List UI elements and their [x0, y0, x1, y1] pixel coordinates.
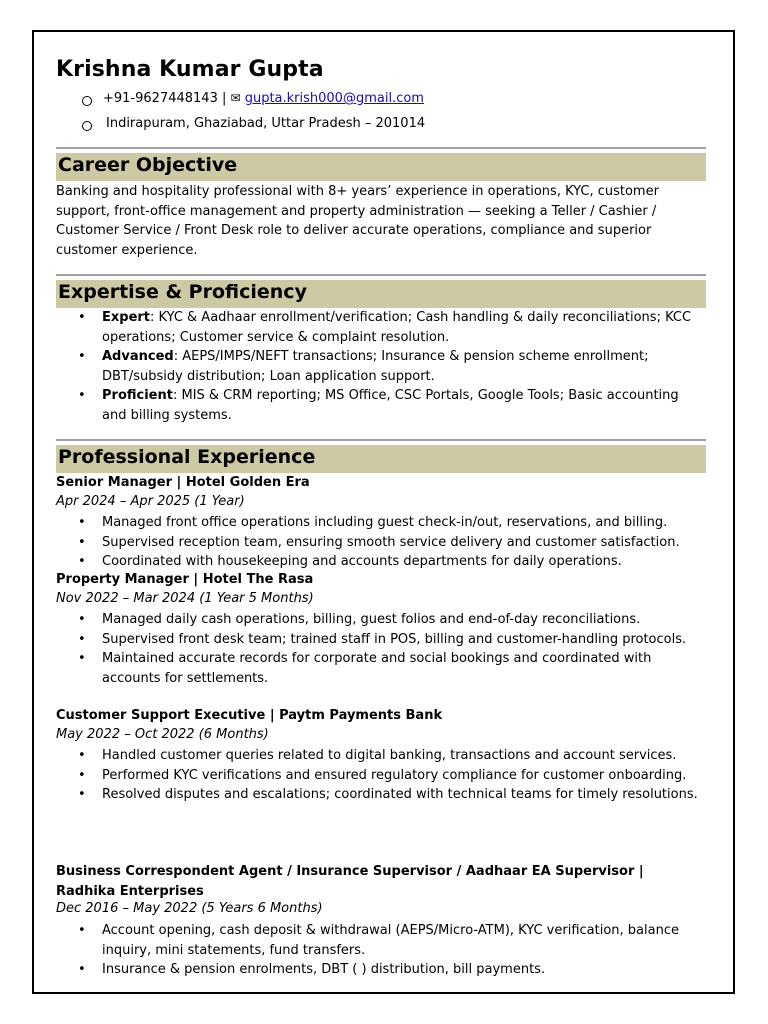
email-link[interactable]: gupta.krish000@gmail.com	[244, 91, 424, 106]
section-divider	[56, 274, 706, 276]
list-item: • Supervised front desk team; trained staff in POS, billing and customer-handling protocols.	[56, 630, 706, 650]
skill-text: : AEPS/IMPS/NEFT transactions; Insurance & pension scheme enrollment; DBT/subsidy distribution; Loan application support.	[102, 349, 649, 384]
list-item: • Maintained accurate records for corporate and social bookings and coordinated with accounts for settlements.	[56, 649, 706, 688]
skill-level: Advanced	[102, 349, 174, 365]
job-bullets	[56, 746, 706, 805]
list-item: • Performed KYC verifications and ensured regulatory compliance for customer onboarding.	[56, 766, 706, 786]
job-title: Customer Support Executive | Paytm Payments Bank	[56, 708, 443, 723]
job-title: Business Correspondent Agent / Insurance Supervisor / Aadhaar EA Supervisor | Radhika Enterprises	[56, 864, 644, 899]
list-item	[56, 347, 706, 386]
job-bullets	[56, 513, 706, 572]
list-item	[56, 308, 706, 347]
section-title: Expertise & Proficiency	[58, 281, 307, 303]
section-header-experience	[56, 445, 706, 473]
list-item	[56, 386, 706, 425]
phone-number: +91-9627448143 |	[103, 91, 227, 106]
bullet-circle-icon	[82, 121, 92, 131]
job-dates: Apr 2024 – Apr 2025 (1 Year)	[56, 494, 245, 509]
list-item: • Resolved disputes and escalations; coordinated with technical teams for timely resolutions.	[56, 785, 706, 805]
list-item: • Account opening, cash deposit & withdrawal (AEPS/Micro-ATM), KYC verification, balance inquiry, mini statements, fund transfers.	[56, 921, 706, 960]
list-item: • Insurance & pension enrolments, DBT ( ) distribution, bill payments.	[56, 960, 706, 980]
job-title: Property Manager | Hotel The Rasa	[56, 572, 314, 587]
skill-text: : MIS & CRM reporting; MS Office, CSC Portals, Google Tools; Basic accounting and billing systems.	[102, 388, 679, 423]
job-bullets	[56, 921, 706, 980]
section-header-expertise	[56, 280, 706, 308]
section-header-career	[56, 153, 706, 181]
section-title: Career Objective	[58, 154, 238, 176]
list-item: • Supervised reception team, ensuring smooth service delivery and customer satisfaction.	[56, 533, 706, 553]
resume-page	[32, 30, 735, 994]
bullet-circle-icon	[82, 96, 92, 106]
mail-icon: ✉	[230, 91, 241, 105]
candidate-name: Krishna Kumar Gupta	[56, 57, 324, 82]
job-bullets	[56, 610, 706, 688]
job-title: Senior Manager | Hotel Golden Era	[56, 475, 310, 490]
section-title: Professional Experience	[58, 446, 316, 468]
skill-text: : KYC & Aadhaar enrollment/verification; Cash handling & daily reconciliations; KCC operations; Customer service & complaint resolution.	[102, 310, 692, 345]
skill-level: Expert	[102, 310, 151, 325]
list-item: • Managed daily cash operations, billing, guest folios and end-of-day reconciliations.	[56, 610, 706, 630]
section-divider	[56, 147, 706, 149]
career-objective-text: Banking and hospitality professional with 8+ years’ experience in operations, KYC, customer support, front-office management and property administration — seeking a Teller / Cashier / Customer Service / Front Desk role to deliver accurate operations, compliance and superior customer experience.	[56, 184, 659, 258]
list-item: • Coordinated with housekeeping and accounts departments for daily operations.	[56, 552, 706, 572]
list-item: • Handled customer queries related to digital banking, transactions and account services.	[56, 746, 706, 766]
section-divider	[56, 439, 706, 441]
expertise-list	[56, 308, 706, 426]
contact-line-phone	[103, 91, 424, 106]
job-dates: Nov 2022 – Mar 2024 (1 Year 5 Months)	[56, 591, 314, 606]
address: Indirapuram, Ghaziabad, Uttar Pradesh – 201014	[106, 116, 426, 131]
job-dates: Dec 2016 – May 2022 (5 Years 6 Months)	[56, 901, 323, 916]
list-item: • Managed front office operations including guest check-in/out, reservations, and billing.	[56, 513, 706, 533]
skill-level: Proficient	[102, 388, 173, 404]
job-dates: May 2022 – Oct 2022 (6 Months)	[56, 727, 269, 742]
